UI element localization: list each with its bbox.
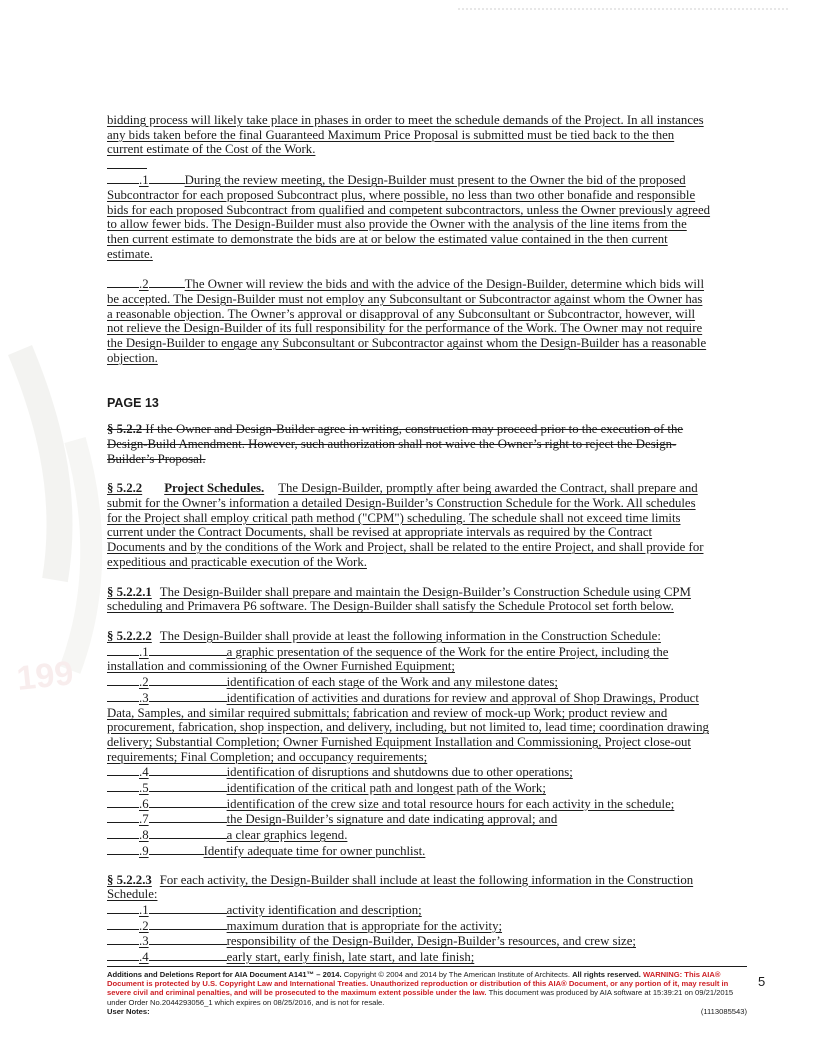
tab-underline xyxy=(149,918,227,930)
paragraph-text: bidding process will likely take place in phases in order to meet the schedule demands of the Project. In all instances any bids taken before the final Guaranteed Maximum Price Proposal is submitted must be tied back to the then current estimate of the Cost of the Work. xyxy=(107,113,704,157)
list-item xyxy=(107,674,711,690)
section-5-2-2-project-schedules xyxy=(107,481,711,569)
section-5-2-2-2-items xyxy=(107,644,711,859)
item-number: .7 xyxy=(139,812,149,827)
page-number: 5 xyxy=(758,974,766,989)
tab-underline xyxy=(149,933,227,945)
user-notes-label: User Notes: xyxy=(107,1006,150,1016)
tab-underline xyxy=(107,949,139,961)
section-text: For each activity, the Design-Builder shall include at least the following information in the Construction Schedule: xyxy=(107,872,694,902)
list-item-owner-review xyxy=(107,276,711,365)
tab-underline xyxy=(149,644,227,656)
footer-copyright: Copyright © 2004 and 2014 by The American Institute of Architects. xyxy=(341,970,573,979)
list-item xyxy=(107,918,711,934)
scan-artifact xyxy=(458,8,788,10)
item-text: identification of the critical path and longest path of the Work; xyxy=(226,781,546,796)
list-item xyxy=(107,902,711,918)
list-item xyxy=(107,843,711,859)
section-label: § 5.2.2.3 xyxy=(107,872,152,887)
item-number: .1 xyxy=(139,173,149,188)
tab-underline xyxy=(149,674,227,686)
footer-rights: All rights reserved. xyxy=(572,970,643,979)
page-footer xyxy=(107,966,747,1016)
tab-underline xyxy=(107,172,139,184)
section-label: § 5.2.2.1 xyxy=(107,584,152,599)
list-item xyxy=(107,780,711,796)
tab-underline xyxy=(107,674,139,686)
tab-underline xyxy=(149,949,227,961)
svg-text:199: 199 xyxy=(14,654,76,698)
tab-underline xyxy=(149,827,227,839)
item-number: .4 xyxy=(139,765,149,780)
tab-underline xyxy=(149,276,185,288)
tab-underline xyxy=(149,796,227,808)
item-text: a clear graphics legend. xyxy=(226,828,348,843)
item-text: During the review meeting, the Design-Builder must present to the Owner the bid of the proposed Subcontractor for each proposed Subcontract plus, where possible, no less than two other bonafide and responsible bids for each proposed Subcontract from qualified and competent subcontractors, unless the Owner previously agreed to allow fewer bids. The Design-Builder must also provide the Owner with the analysis of the line items from the then current estimate to demonstrate the bids are at or below the estimated value contained in the then current estimate. xyxy=(107,173,711,261)
tab-underline xyxy=(149,172,185,184)
list-item xyxy=(107,796,711,812)
list-item xyxy=(107,933,711,949)
tab-underline xyxy=(149,780,227,792)
section-5-2-2-3-items xyxy=(107,902,711,965)
item-number: .2 xyxy=(139,918,149,933)
tab-underline xyxy=(107,644,139,656)
item-text: identification of the crew size and total resource hours for each activity in the schedule; xyxy=(226,796,675,811)
section-label: § 5.2.2 xyxy=(107,422,143,437)
item-text: identification of activities and durations for review and approval of Shop Drawings, Product Data, Samples, and similar required submittals; fabrication and review of mock-up Work; product review and procurement, fabrication, shop inspection, and delivery, including, but not limited to, lead time; coordination drawing delivery; Substantial Completion; Owner Furnished Equipment Installation and Commissioning, Project close-out requirements; Final Completion; and occupancy requirements; xyxy=(107,690,709,764)
tab-underline xyxy=(107,827,139,839)
item-text: responsibility of the Design-Builder, Design-Builder’s resources, and crew size; xyxy=(226,934,636,949)
item-number: .1 xyxy=(139,644,149,659)
footer-copyright-line xyxy=(107,970,747,1007)
section-text: If the Owner and Design-Builder agree in writing, construction may proceed prior to the execution of the Design-Build Amendment. However, such authorization shall not waive the Owner’s right to reject the Design-Builder’s Proposal. xyxy=(107,422,684,466)
section-text: The Design-Builder shall provide at least the following information in the Construction Schedule: xyxy=(159,628,661,643)
item-text: maximum duration that is appropriate for the activity; xyxy=(226,918,503,933)
item-number: .2 xyxy=(139,277,149,292)
list-item xyxy=(107,949,711,965)
footer-user-notes-row xyxy=(107,1007,747,1016)
item-number: .3 xyxy=(139,690,149,705)
footer-produced: This document was produced by AIA software at 15:39:21 on 09/21/2015 under Order No.2044293056_1 which expires on 08/25/2016, and is not for resale. xyxy=(107,988,734,1007)
section-5-2-2-3 xyxy=(107,873,711,902)
section-text: The Design-Builder shall prepare and maintain the Design-Builder’s Construction Schedule using CPM scheduling and Primavera P6 software. The Design-Builder shall satisfy the Schedule Protocol set forth below. xyxy=(107,584,691,614)
item-text: identification of each stage of the Work and any milestone dates; xyxy=(226,675,558,690)
tab-underline xyxy=(149,843,204,855)
tab-underline xyxy=(149,764,227,776)
item-number: .3 xyxy=(139,934,149,949)
tab-underline xyxy=(107,157,147,169)
item-number: .1 xyxy=(139,902,149,917)
page-marker: PAGE 13 xyxy=(107,395,159,410)
item-text: the Design-Builder’s signature and date indicating approval; and xyxy=(226,812,558,827)
tab-underline xyxy=(107,780,139,792)
item-number: .6 xyxy=(139,796,149,811)
underlined-tab-line xyxy=(107,157,711,172)
tab-underline xyxy=(107,276,139,288)
tab-underline xyxy=(107,918,139,930)
item-text: identification of disruptions and shutdowns due to other operations; xyxy=(226,765,573,780)
user-notes-id: (1113085543) xyxy=(700,1006,747,1016)
document-body xyxy=(107,113,711,979)
item-number: .5 xyxy=(139,781,149,796)
tab-underline xyxy=(107,796,139,808)
item-text: a graphic presentation of the sequence of the Work for the entire Project, including the installation and commissioning of the Owner Furnished Equipment; xyxy=(107,644,669,674)
list-item xyxy=(107,811,711,827)
section-text: The Design-Builder, promptly after being awarded the Contract, shall prepare and submit for the Owner’s information a detailed Design-Builder’s Construction Schedule for the Work. All schedules for the Project shall employ critical path method ("CPM") scheduling. The schedule shall not exceed time limits current under the Contract Documents, shall be revised at appropriate intervals as required by the Contract Documents and by the conditions of the Work and Project, shall be related to the entire Project, and shall provide for expeditious and practicable execution of the Work. xyxy=(107,481,704,569)
item-text: early start, early finish, late start, and late finish; xyxy=(226,950,475,965)
deleted-section-5-2-2 xyxy=(107,422,711,466)
tab-underline xyxy=(107,811,139,823)
list-item xyxy=(107,827,711,843)
list-item xyxy=(107,690,711,765)
list-item xyxy=(107,764,711,780)
tab-underline xyxy=(107,764,139,776)
tab-underline xyxy=(107,843,139,855)
paragraph-bidding-process xyxy=(107,113,711,157)
section-title: Project Schedules. xyxy=(164,481,265,496)
item-number: .2 xyxy=(139,675,149,690)
tab-underline xyxy=(107,690,139,702)
tab-underline xyxy=(107,902,139,914)
section-5-2-2-1 xyxy=(107,585,711,614)
item-number: .4 xyxy=(139,950,149,965)
section-5-2-2-2 xyxy=(107,629,711,644)
section-label: § 5.2.2.2 xyxy=(107,628,152,643)
tab-underline xyxy=(107,933,139,945)
footer-document-title: Additions and Deletions Report for AIA Document A141™ – 2014. xyxy=(107,970,342,979)
list-item-review-meeting xyxy=(107,172,711,261)
section-label: § 5.2.2 xyxy=(107,481,143,496)
item-number: .9 xyxy=(139,843,149,858)
list-item xyxy=(107,644,711,674)
tab-underline xyxy=(149,902,227,914)
item-text: activity identification and description; xyxy=(226,902,422,917)
item-text: The Owner will review the bids and with the advice of the Design-Builder, determine which bids will be accepted. The Design-Builder must not employ any Subconsultant or Subcontractor against whom the Owner has a reasonable objection. The Owner’s approval or disapproval of any Subconsultant or Subcontractor, however, will not relieve the Design-Builder of its full responsibility for the performance of the Work. The Owner may not require the Design-Builder to engage any Subconsultant or Subcontractor against whom the Design-Builder has a reasonable objection. xyxy=(107,277,707,365)
footer-warning: WARNING: This AIA® Document is protected by U.S. Copyright Law and International Treaties. Unauthorized reproduction or distribution of this AIA® Document, or any portion of it, may result in severe civil and criminal penalties, and will be prosecuted to the maximum extent possible under the law. xyxy=(107,970,729,998)
item-text: Identify adequate time for owner punchlist. xyxy=(203,843,426,858)
tab-underline xyxy=(149,811,227,823)
tab-underline xyxy=(149,690,227,702)
item-number: .8 xyxy=(139,828,149,843)
